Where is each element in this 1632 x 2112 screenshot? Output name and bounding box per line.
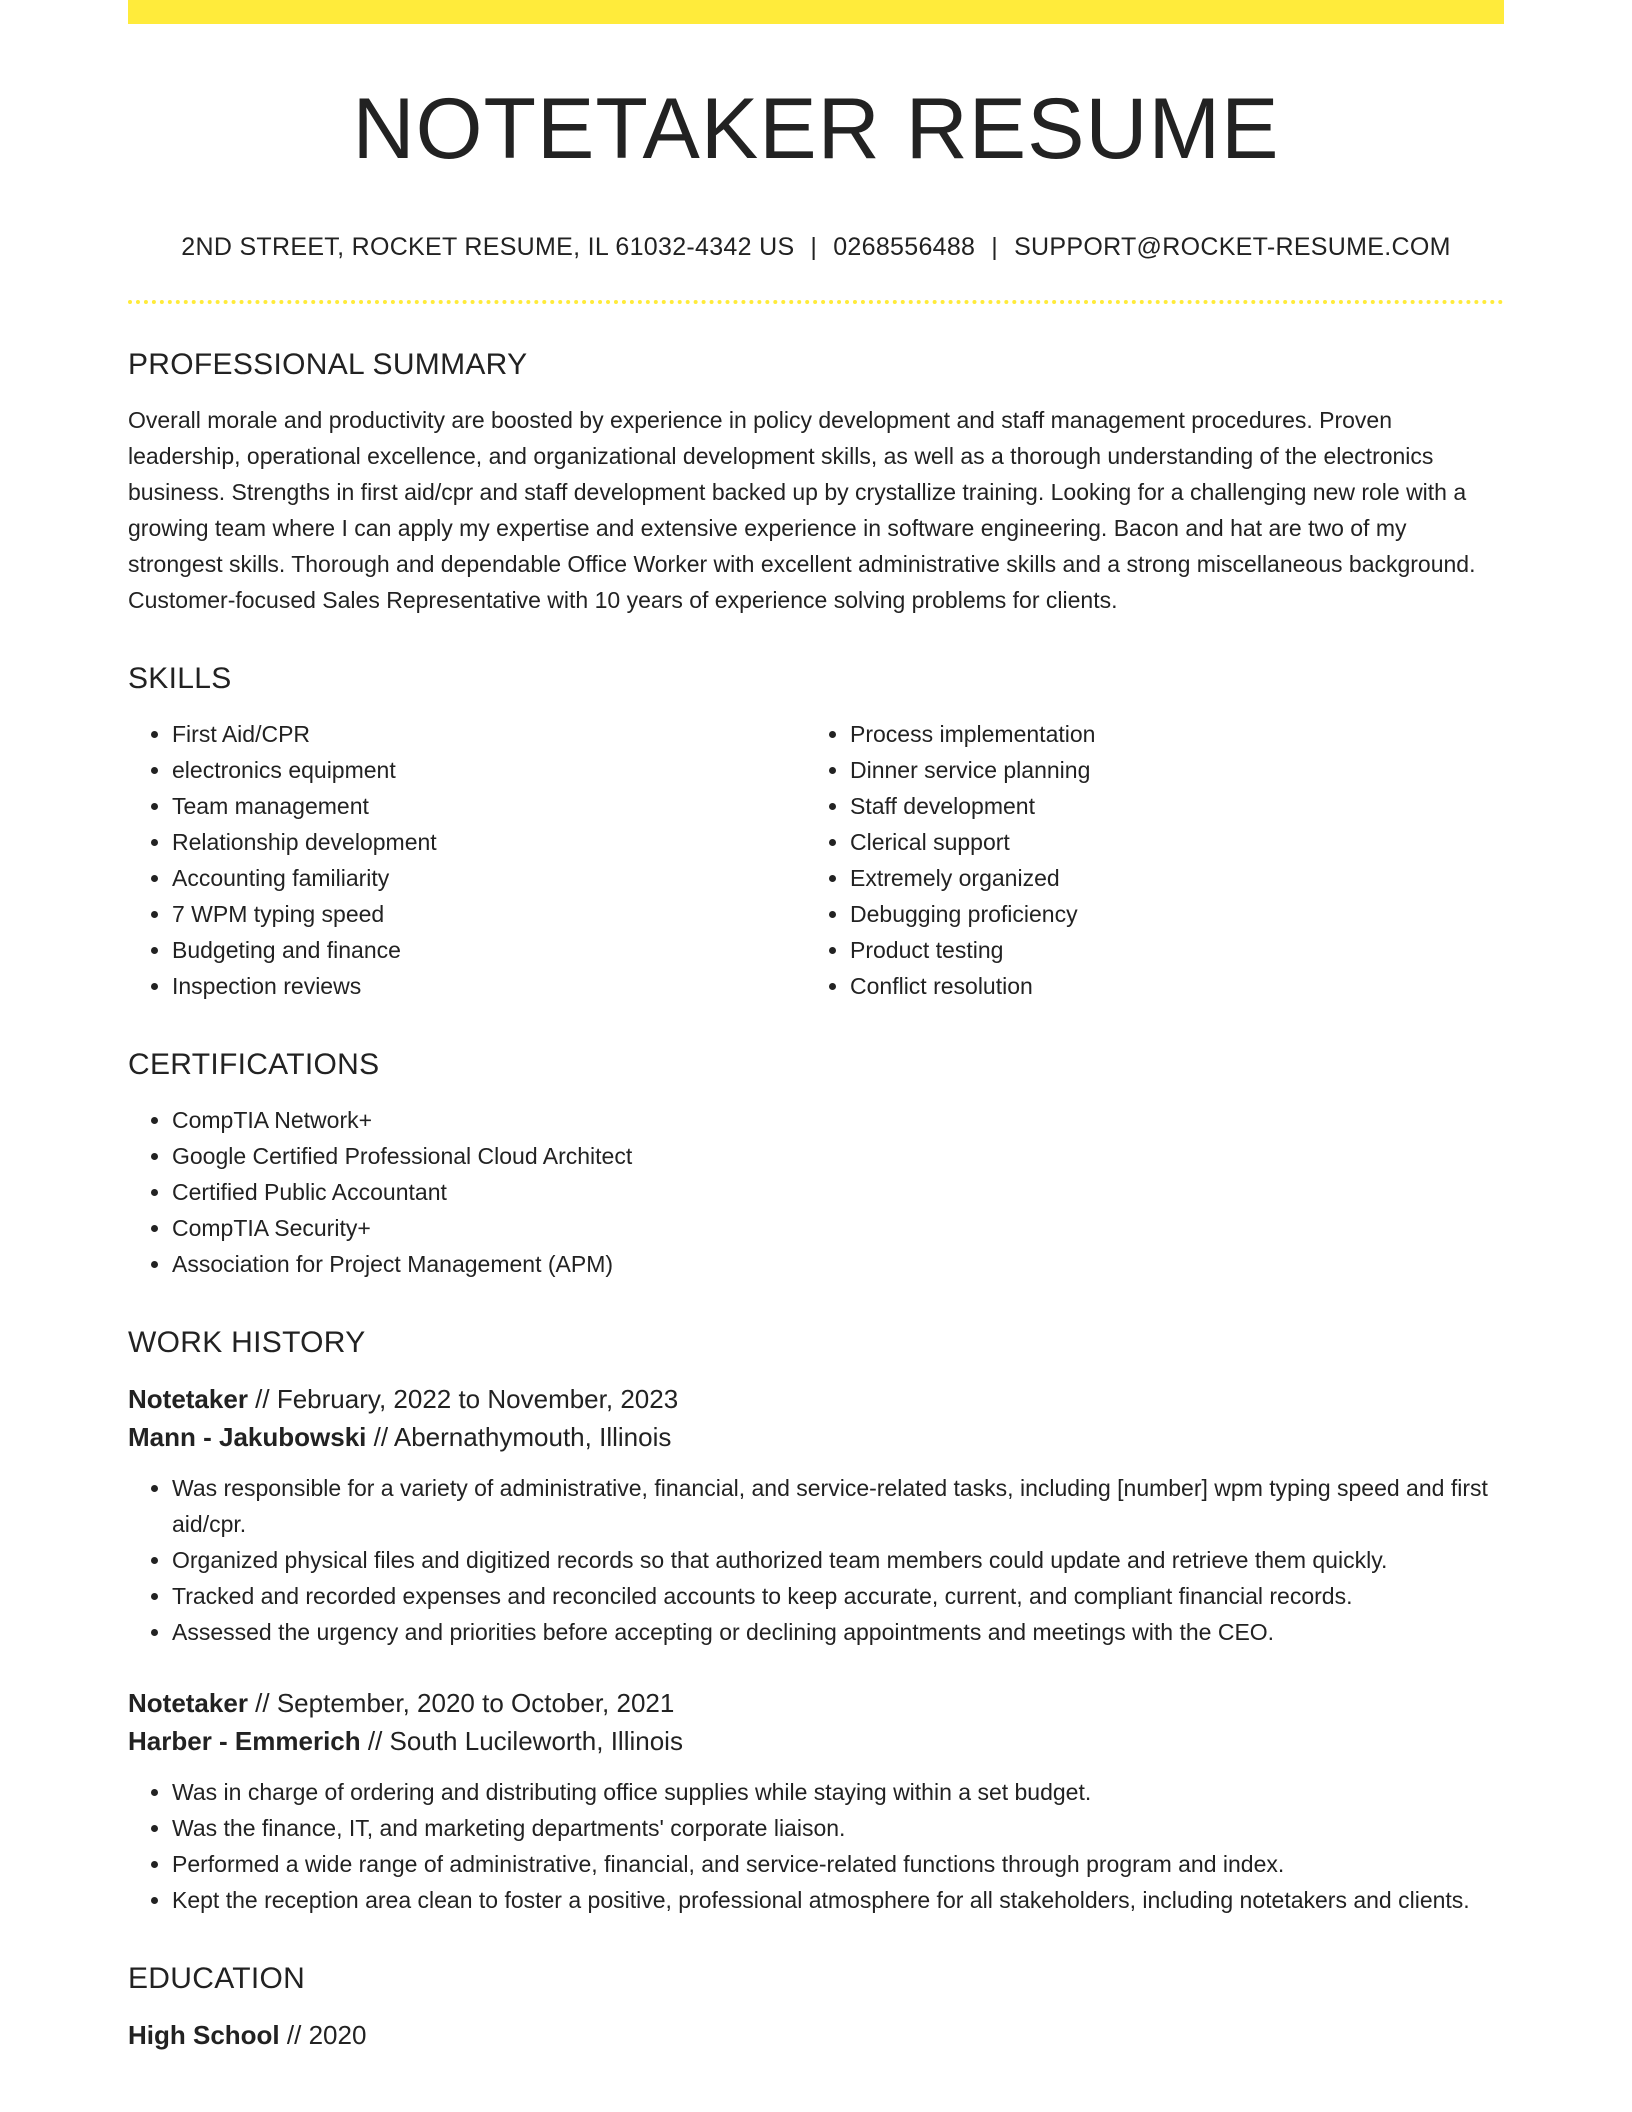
skills-heading: SKILLS <box>128 661 232 695</box>
contact-email: SUPPORT@ROCKET-RESUME.COM <box>1014 232 1451 261</box>
certification-item: • Certified Public Accountant <box>172 1174 1504 1210</box>
skills-grid <box>128 716 1504 1004</box>
job-entry <box>128 1684 1504 1918</box>
job-bullet: • Kept the reception area clean to foster a positive, professional atmosphere for all stakeholders, including notetakers and clients. <box>172 1882 1504 1918</box>
header-divider <box>128 300 1504 304</box>
education-entry <box>128 2016 1504 2054</box>
skills-column-left <box>128 716 806 1004</box>
skill-item: • Product testing <box>850 932 1484 968</box>
certification-item: • Google Certified Professional Cloud Architect <box>172 1138 1504 1174</box>
resume-page <box>128 0 1504 2054</box>
job-bullet: • Tracked and recorded expenses and reconciled accounts to keep accurate, current, and compliant financial records. <box>172 1578 1504 1614</box>
education-heading: EDUCATION <box>128 1961 306 1995</box>
skills-list-right <box>806 716 1484 1004</box>
job-company: Harber - Emmerich <box>128 1725 361 1756</box>
job-dates: // September, 2020 to October, 2021 <box>255 1687 675 1718</box>
job-bullets <box>128 1470 1504 1650</box>
skills-column-right <box>806 716 1484 1004</box>
summary-heading: PROFESSIONAL SUMMARY <box>128 347 528 381</box>
job-bullet: • Organized physical files and digitized records so that authorized team members could update and retrieve them quickly. <box>172 1542 1504 1578</box>
skill-item: • Team management <box>172 788 806 824</box>
job-bullet: • Was responsible for a variety of administrative, financial, and service-related tasks, including [number] wpm typing speed and first aid/cpr. <box>172 1470 1504 1542</box>
skill-item: • Budgeting and finance <box>172 932 806 968</box>
job-bullets <box>128 1774 1504 1918</box>
skill-item: • Extremely organized <box>850 860 1484 896</box>
job-company-line <box>128 1418 1504 1456</box>
skill-item: • Accounting familiarity <box>172 860 806 896</box>
skills-list-left <box>128 716 806 1004</box>
job-dates: // February, 2022 to November, 2023 <box>255 1383 679 1414</box>
job-bullet: • Performed a wide range of administrative, financial, and service-related functions through program and index. <box>172 1846 1504 1882</box>
skill-item: • Staff development <box>850 788 1484 824</box>
contact-separator: | <box>810 232 818 261</box>
certifications-heading: CERTIFICATIONS <box>128 1047 380 1081</box>
skill-item: • Dinner service planning <box>850 752 1484 788</box>
education-school: High School <box>128 2019 280 2050</box>
job-bullet: • Was the finance, IT, and marketing departments' corporate liaison. <box>172 1810 1504 1846</box>
contact-separator: | <box>991 232 999 261</box>
contact-phone: 0268556488 <box>833 232 976 261</box>
job-company-line <box>128 1722 1504 1760</box>
skill-item: • Debugging proficiency <box>850 896 1484 932</box>
top-accent-bar <box>128 0 1504 24</box>
certifications-list <box>128 1102 1504 1282</box>
job-bullet: • Was in charge of ordering and distributing office supplies while staying within a set budget. <box>172 1774 1504 1810</box>
skill-item: • electronics equipment <box>172 752 806 788</box>
skill-item: • Clerical support <box>850 824 1484 860</box>
job-entry <box>128 1380 1504 1650</box>
job-location: // Abernathymouth, Illinois <box>373 1421 672 1452</box>
job-role: Notetaker <box>128 1687 248 1718</box>
job-location: // South Lucileworth, Illinois <box>367 1725 683 1756</box>
summary-text: Overall morale and productivity are boosted by experience in policy development and staff management procedures. Proven leadership, operational excellence, and organizational development skills, as well as a thorough understanding of the electronics business. Strengths in first aid/cpr and staff development backed up by crystallize training. Looking for a challenging new role with a growing team where I can apply my expertise and extensive experience in software engineering. Bacon and hat are two of my strongest skills. Thorough and dependable Office Worker with excellent administrative skills and a strong miscellaneous background. Customer-focused Sales Representative with 10 years of experience solving problems for clients. <box>128 406 1476 613</box>
skill-item: • Conflict resolution <box>850 968 1484 1004</box>
job-bullet: • Assessed the urgency and priorities before accepting or declining appointments and meetings with the CEO. <box>172 1614 1504 1650</box>
certification-item: • CompTIA Security+ <box>172 1210 1504 1246</box>
certification-item: • Association for Project Management (APM) <box>172 1246 1504 1282</box>
job-role-line <box>128 1380 1504 1418</box>
resume-title: NOTETAKER RESUME <box>352 81 1280 177</box>
skill-item: • First Aid/CPR <box>172 716 806 752</box>
education-year: // 2020 <box>286 2019 367 2050</box>
skill-item: • Process implementation <box>850 716 1484 752</box>
contact-line <box>128 233 1504 262</box>
job-role: Notetaker <box>128 1383 248 1414</box>
contact-address: 2ND STREET, ROCKET RESUME, IL 61032-4342 US <box>181 232 795 261</box>
job-role-line <box>128 1684 1504 1722</box>
skill-item: • Inspection reviews <box>172 968 806 1004</box>
skill-item: • 7 WPM typing speed <box>172 896 806 932</box>
work-history-heading: WORK HISTORY <box>128 1325 366 1359</box>
skill-item: • Relationship development <box>172 824 806 860</box>
job-company: Mann - Jakubowski <box>128 1421 367 1452</box>
certification-item: • CompTIA Network+ <box>172 1102 1504 1138</box>
